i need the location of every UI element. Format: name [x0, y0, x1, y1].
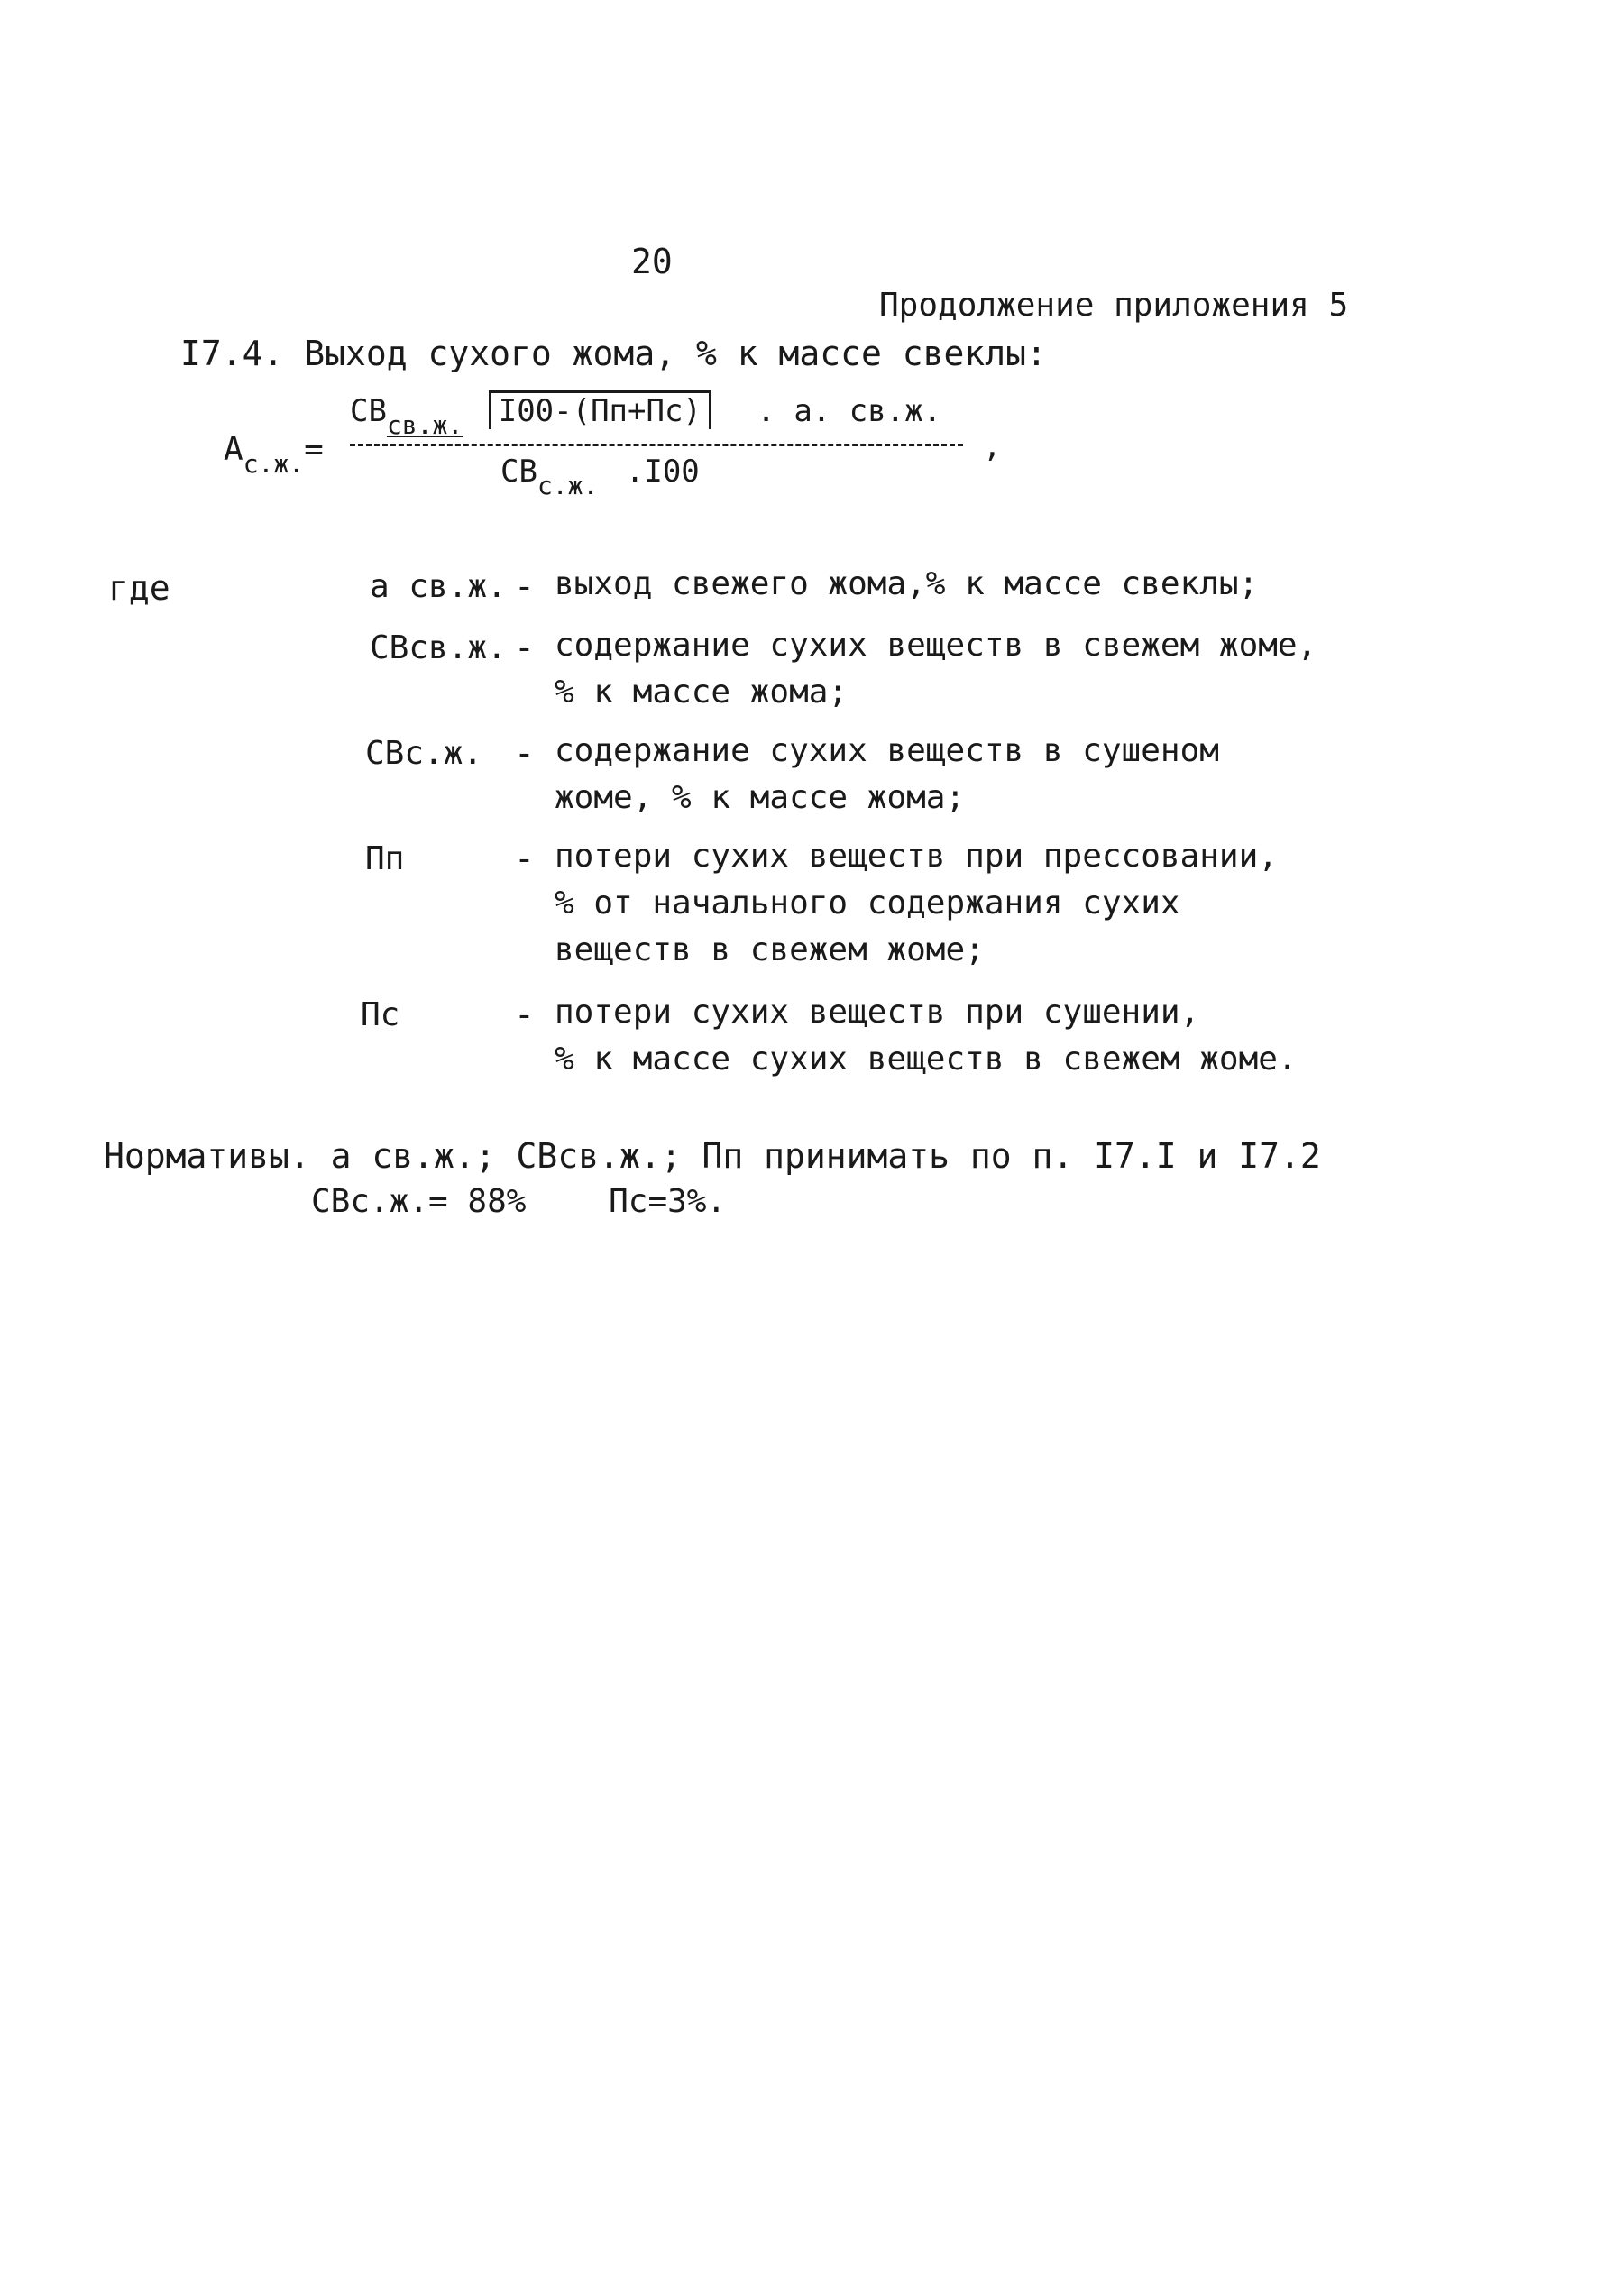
formula-numerator: [350, 390, 941, 440]
definition-symbol: Пс: [361, 996, 400, 1033]
formula-lhs: [224, 431, 324, 479]
continuation-header: Продолжение приложения 5: [879, 287, 1349, 324]
definition-text: [555, 561, 1258, 608]
formula-lhs-subscript: с.ж.: [243, 449, 305, 479]
definition-line: веществ в свежем жоме;: [555, 931, 985, 968]
formula-denominator: [500, 454, 700, 500]
numerator-symbol: СВ: [350, 393, 387, 429]
definition-dash: -: [514, 995, 535, 1034]
definition-line: жоме, % к массе жома;: [555, 779, 966, 816]
formula-lhs-symbol: А: [224, 431, 243, 468]
norm-svc: СВс.ж.= 88%: [311, 1183, 527, 1220]
definition-line: выход свежего жома,% к массе свеклы;: [555, 565, 1259, 602]
formula-comma: ,: [983, 428, 1002, 464]
definition-text: [555, 833, 1278, 974]
definition-line: потери сухих веществ при сушении,: [555, 994, 1200, 1031]
definition-line: % от начального содержания сухих: [555, 885, 1180, 922]
definition-line: содержание сухих веществ в сушеном: [555, 732, 1219, 769]
definition-text: [555, 728, 1219, 821]
denominator-symbol: СВ: [500, 454, 537, 490]
norm-pc: Пс=3%.: [609, 1183, 727, 1220]
denominator-tail: .I00: [625, 454, 700, 490]
numerator-tail: . а. св.ж.: [757, 393, 942, 429]
definition-dash: -: [514, 733, 535, 773]
definition-line: % к массе жома;: [555, 674, 849, 711]
where-label: где: [108, 568, 170, 608]
denominator-subscript: с.ж.: [537, 471, 599, 500]
fraction-line: [350, 444, 963, 446]
section-title: I7.4. Выход сухого жома, % к массе свеклы:: [180, 334, 1047, 373]
definition-symbol: СВсв.ж.: [370, 629, 507, 666]
definition-line: потери сухих веществ при прессовании,: [555, 838, 1278, 875]
numerator-bracket: I00-(Пп+Пс): [489, 390, 711, 429]
norms-values: [311, 1183, 726, 1220]
definition-dash: -: [514, 566, 535, 606]
definition-text: [555, 989, 1298, 1083]
definition-text: [555, 622, 1317, 716]
numerator-subscript: св.ж.: [386, 410, 463, 440]
definition-symbol: СВс.ж.: [365, 735, 483, 772]
definition-line: содержание сухих веществ в свежем жоме,: [555, 627, 1317, 664]
page-number: 20: [631, 242, 673, 281]
definition-symbol: Пп: [365, 840, 405, 877]
definition-dash: -: [514, 628, 535, 667]
definition-symbol: а св.ж.: [370, 568, 507, 605]
norms-line: Нормативы. а св.ж.; СВсв.ж.; Пп принимать по п. I7.I и I7.2: [104, 1136, 1321, 1176]
definition-line: % к массе сухих веществ в свежем жоме.: [555, 1041, 1298, 1078]
definition-dash: -: [514, 839, 535, 878]
formula-equals: =: [304, 431, 324, 468]
